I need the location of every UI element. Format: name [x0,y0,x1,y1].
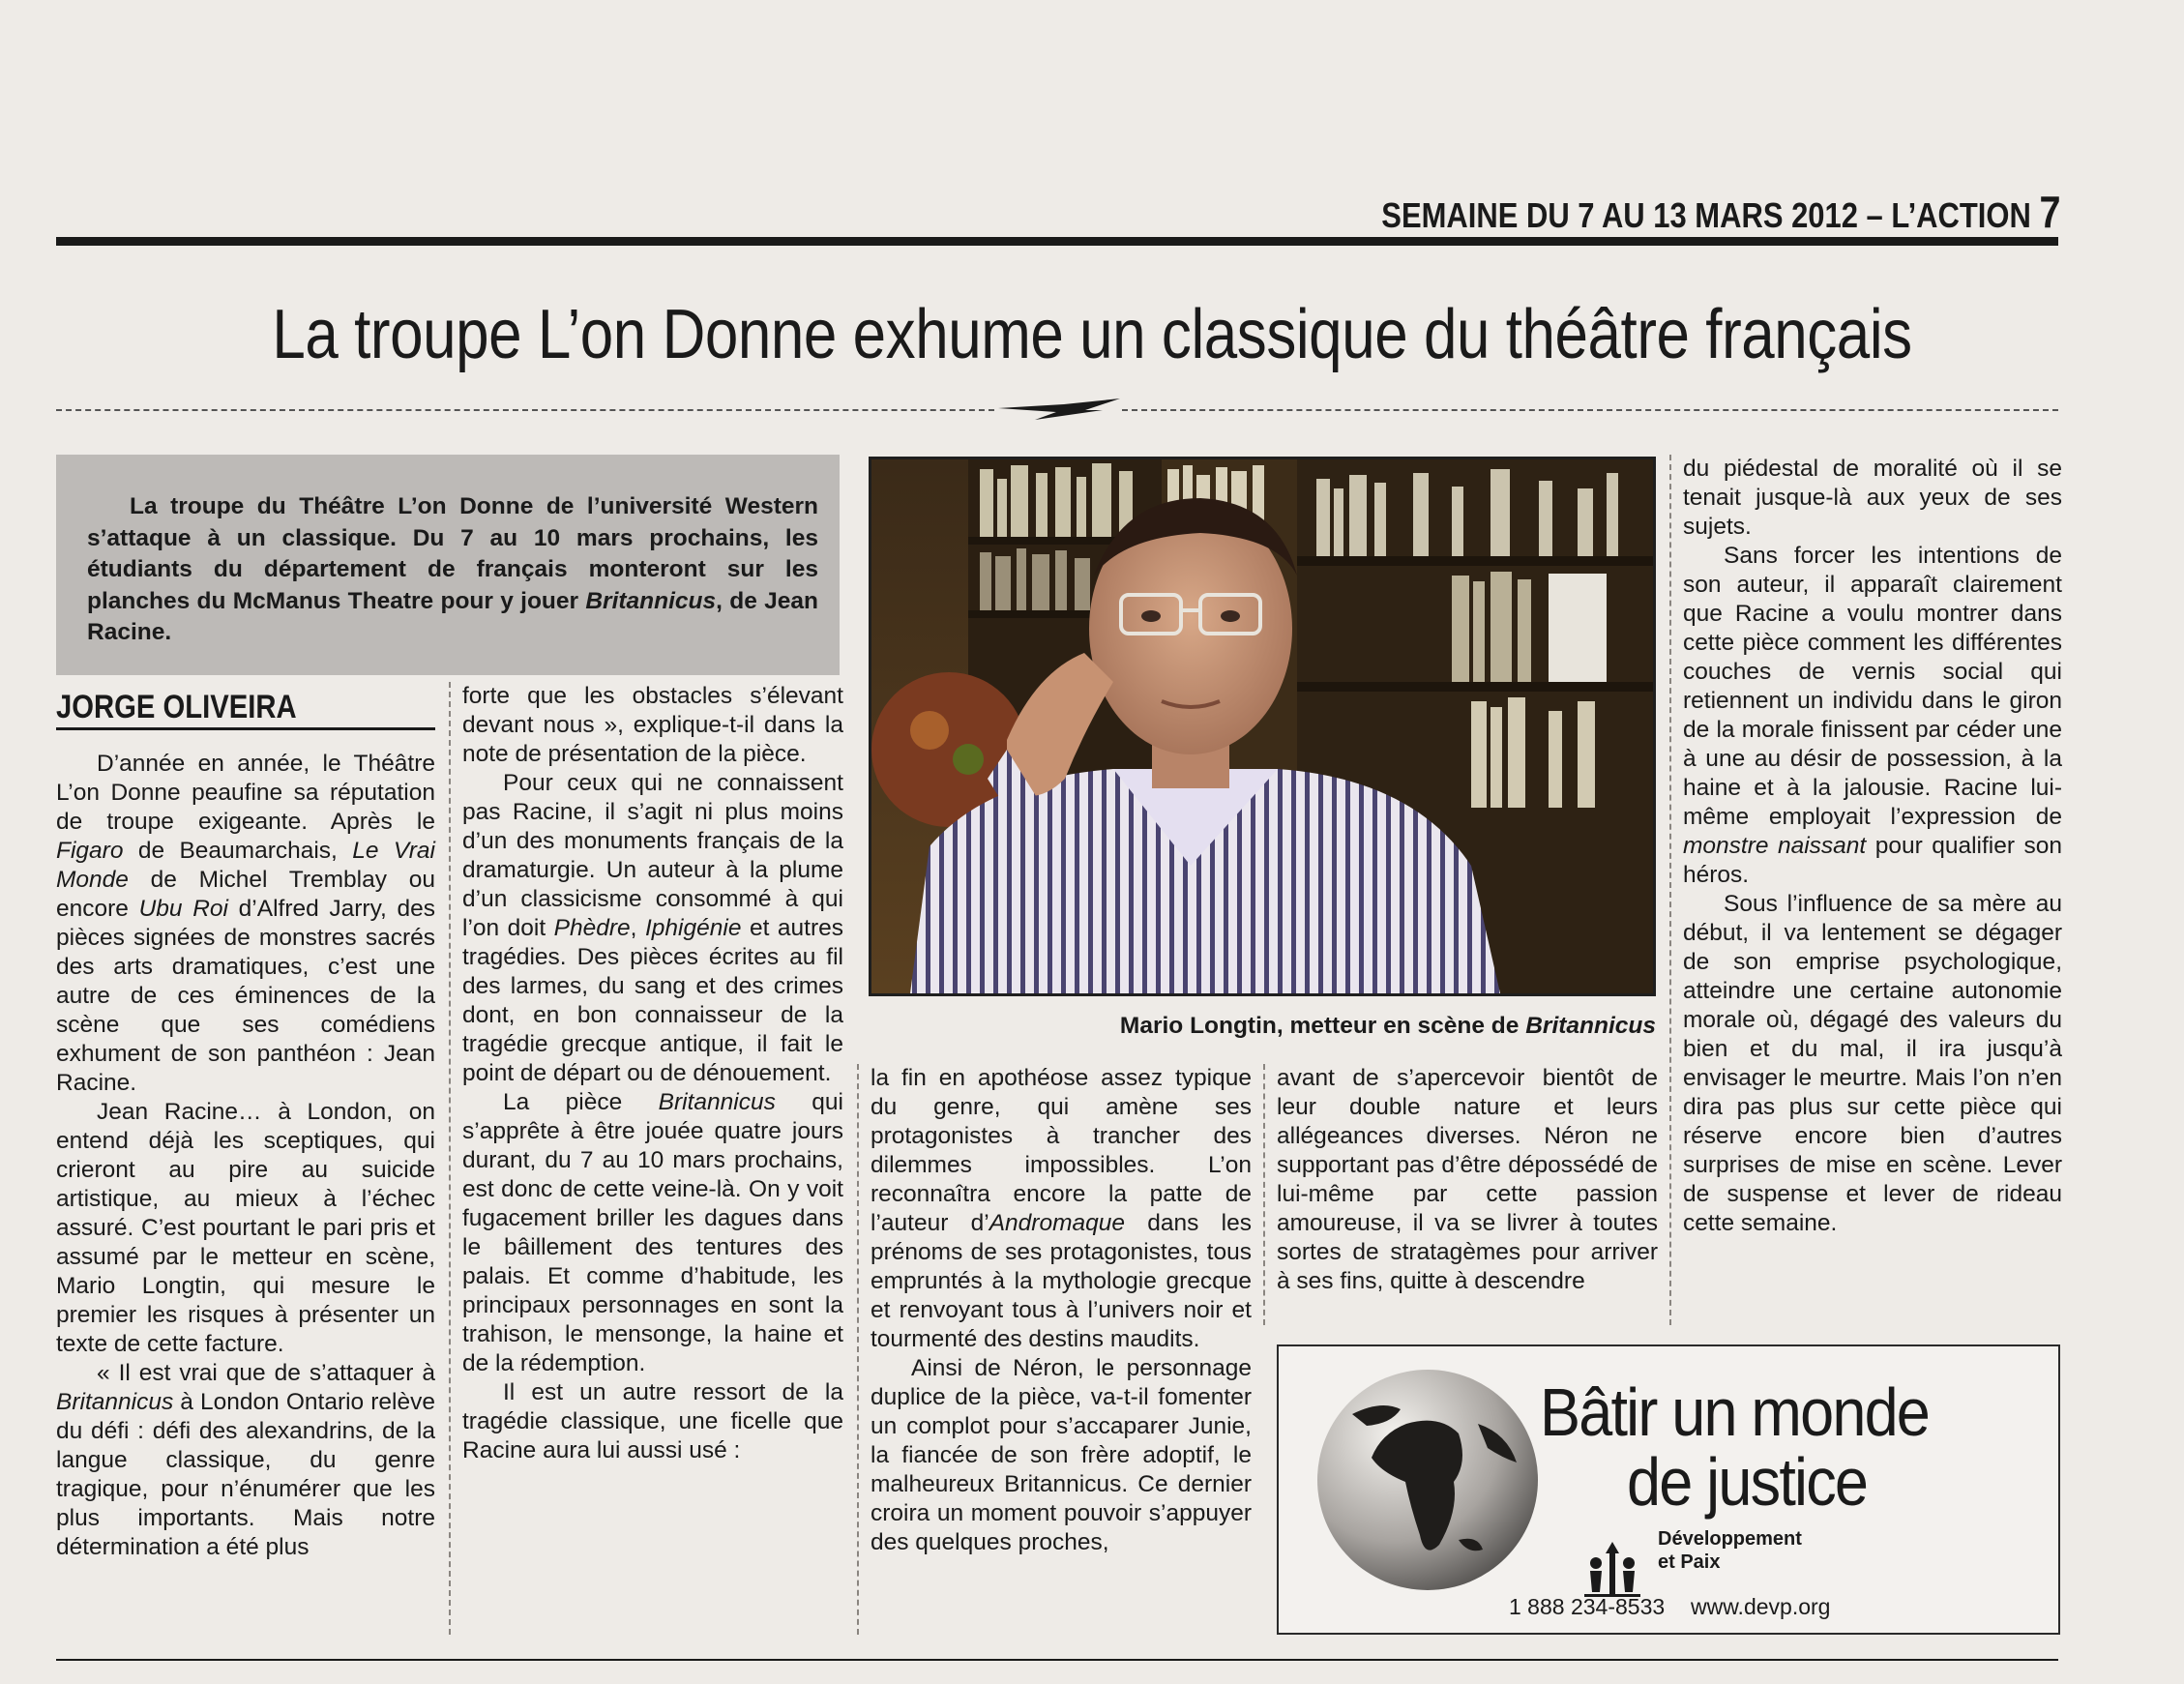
ad-website-link[interactable]: www.devp.org [1691,1594,1831,1619]
column-divider [857,1064,859,1635]
ad-title-line1: Bâtir un monde [1540,1374,1930,1450]
headline-rule-left [56,409,994,411]
article-headline: La troupe L’on Donne exhume un classique du théâtre français [272,296,1912,373]
ad-phone: 1 888 234-8533 [1509,1594,1666,1619]
byline: JORGE OLIVEIRA [56,689,297,725]
deck-title: Britannicus [585,587,717,614]
headline-rule-right [1122,409,2058,411]
ad-org-name-2: et Paix [1658,1551,1721,1573]
column-4 [1277,1064,1658,1296]
paragraph: la fin en apothéose assez typique du genre, qui amène ses protagonistes à trancher des dilemmes impossibles. L’on reconnaîtra encore la patte de l’auteur d’Andromaque dans les prénoms de ses protagonistes, tous empruntés à la mythologie grecque et renvoyant tous à l’univers noir et tourmenté des destins maudits. [871,1065,1252,1352]
portrait-photo [869,457,1656,996]
paragraph: Ainsi de Néron, le personnage duplice de la pièce, va-t-il fomenter un complot pour s’accaparer Junie, la fiancée de son frère adoptif, le malheureux Britannicus. Ce dernier croira un moment pouvoir s’appuyer des quelques proches, [871,1355,1252,1555]
paragraph: avant de s’apercevoir bientôt de leur double nature et leurs allégeances diverses. Néron ne supportant pas d’être dépossédé de lui-même par cette passion amoureuse, il va se livrer à toutes sortes de stratagèmes pour arriver à ses fins, quitte à descendre [1277,1065,1658,1294]
globe-icon [1313,1366,1542,1594]
ad-org-name: Développement [1658,1528,1802,1550]
column-2 [462,682,843,1465]
photo-caption: Mario Longtin, metteur en scène de Britannicus [1119,1013,1656,1039]
ornament-icon [996,395,1122,424]
organization-logo-icon [1579,1534,1646,1602]
paragraph: Il est un autre ressort de la tragédie classique, une ficelle que Racine aura lui aussi usé : [462,1379,843,1463]
paragraph: Sous l’influence de sa mère au début, il va lentement se dégager de son emprise psychologique, atteindre une certaine autonomie morale où, dégagé des valeurs du bien et du mal, il ira jusqu’à envisager le meurtre. Mais l’on n’en dira pas plus sur cette pièce qui réserve encore bien d’autres surprises de mise en scène. Lever de suspense et lever de rideau cette semaine. [1683,891,2062,1236]
column-1 [56,750,435,1562]
paragraph: du piédestal de moralité où il se tenait jusque-là aux yeux de ses sujets. [1683,456,2062,540]
article-deck [56,455,840,675]
column-3 [871,1064,1252,1557]
column-divider [1263,1064,1265,1325]
deck-text: La troupe du Théâtre L’on Donne de l’université Western s’attaque à un classique. Du 7 au 10 mars prochains, les étudiants du département de français monteront sur les planches du McManus Theatre pour y jouer [87,493,818,614]
paragraph: Jean Racine… à London, on entend déjà les sceptiques, qui crieront au pire au suicide artistique, au mieux à l’échec assuré. C’est pourtant le pari pris et assumé par le metteur en scène, Mario Longtin, qui mesure le premier les risques à présenter un texte de cette facture. [56,1099,435,1357]
column-divider [1669,455,1671,1325]
ad-title-line2: de justice [1627,1444,1868,1520]
column-divider [449,682,451,1635]
paragraph: La pièce Britannicus qui s’apprête à être jouée quatre jours durant, du 7 au 10 mars prochains, est donc de cette veine-là. On y voit fugacement briller les dagues dans le bâillement des tentures des palais. Et comme d’habitude, les principaux personnages en sont la trahison, le mensonge, la haine et de la rédemption. [462,1089,843,1376]
issue-line: SEMAINE DU 7 AU 13 MARS 2012 – L’ACTION [1380,195,2031,235]
portrait-image [871,459,1653,993]
page-header [1381,186,2060,238]
paragraph: « Il est vrai que de s’attaquer à Britannicus à London Ontario relève du défi : défi des alexandrins, de la langue classique, du genre tragique, pour n’énumérer que les plus importants. Mais notre détermination a été plus [56,1360,435,1560]
byline-rule [56,727,435,730]
deck-text-end: , de Jean Racine. [87,587,818,645]
paragraph: Sans forcer les intentions de son auteur, il apparaît clairement que Racine a voulu montrer dans cette pièce comment les différentes couches de vernis social qui retiennent un individu dans le giron de la morale finissent par céder une à une au désir de possession, à la haine et à la jalousie. Racine lui-même employait l’expression de monstre naissant pour qualifier son héros. [1683,543,2062,888]
advertisement[interactable] [1277,1344,2060,1635]
footer-rule [56,1659,2058,1661]
paragraph: D’année en année, le Théâtre L’on Donne peaufine sa réputation de troupe exigeante. Après le Figaro de Beaumarchais, Le Vrai Monde de Michel Tremblay ou encore Ubu Roi d’Alfred Jarry, des pièces signées de monstres sacrés des arts dramatiques, c’est une autre de ces éminences de la scène que ses comédiens exhument de son panthéon : Jean Racine. [56,751,436,1096]
paragraph: forte que les obstacles s’élevant devant nous », explique-t-il dans la note de présentation de la pièce. [462,683,843,767]
column-5 [1683,455,2062,1238]
page-number: 7 [2038,187,2060,237]
paragraph: Pour ceux qui ne connaissent pas Racine, il s’agit ni plus moins d’un des monuments français de la dramaturgie. Un auteur à la plume d’un classicisme consommé à qui l’on doit Phèdre, Iphigénie et autres tragédies. Des pièces écrites au fil des larmes, du sang et des crimes dont, en bon connaisseur de la tragédie grecque antique, il fait le point de départ ou de dénouement. [462,770,843,1086]
header-rule [56,237,2058,246]
